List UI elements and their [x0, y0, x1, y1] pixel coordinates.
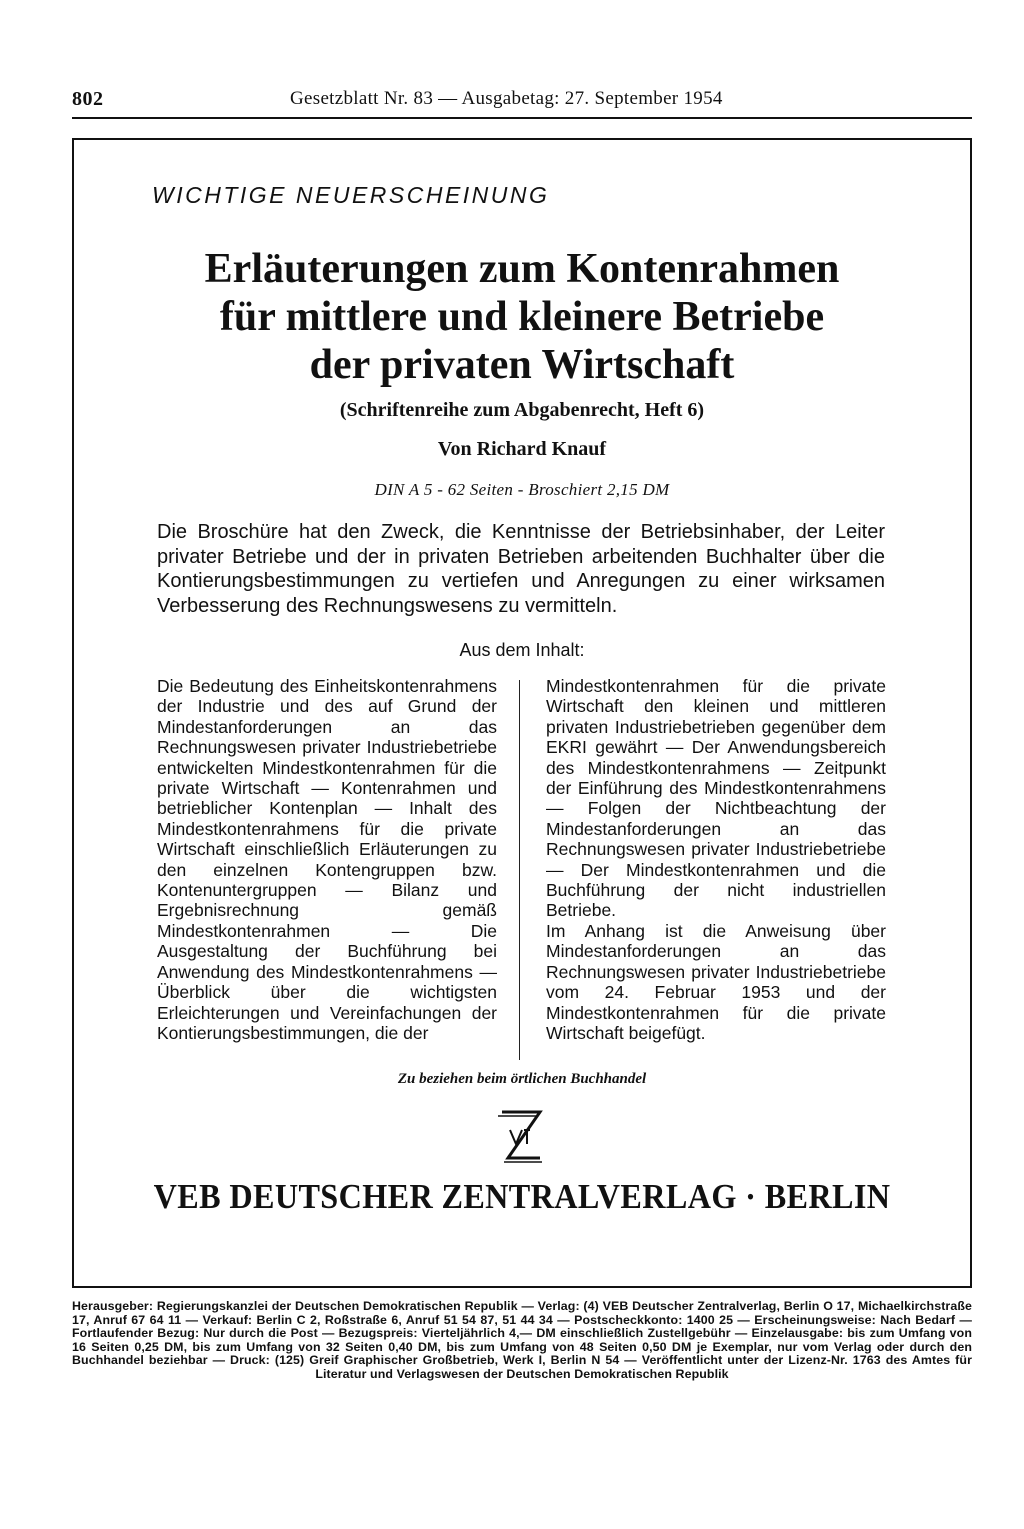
imprint: Herausgeber: Regierungskanzlei der Deutschen Demokratischen Republik — Verlag: (4) VEB Deutscher Zentralverlag, Berlin O 17, Michaelkirchstraße 17, Anruf 67 64 11 — Verkauf: Berlin C 2, Roßstraße 6, Anruf 51 54 87, 51 44 34 — Postscheckkonto: 1400 25 — Erscheinungsweise: Nach Bedarf — Fortlaufender Bezug: Nur durch die Post — Bezugspreis: Vierteljährlich 4,— DM einschließlich Zustellgebühr — Einzelausgabe: bis zum Umfang von 16 Seiten 0,25 DM, bis zum Umfang von 32 Seiten 0,40 DM, bis zum Umfang von 48 Seiten 0,50 DM je Exemplar, nur vom Verlag oder durch den Buchhandel beziehbar — Druck: (125) Greif Graphischer Großbetrieb, Werk I, Berlin N 54 — Veröffentlicht unter der Lizenz-Nr. 1763 des Amtes für Literatur und Verlagswesen der Deutschen Demokratischen Republik [72, 1299, 972, 1381]
announcement-kicker: WICHTIGE NEUERSCHEINUNG [152, 182, 550, 208]
book-author: Von Richard Knauf [437, 438, 607, 460]
column-divider [519, 680, 520, 1060]
gazette-header: Gesetzblatt Nr. 83 — Ausgabetag: 27. September 1954 [290, 88, 723, 109]
book-description: Die Broschüre hat den Zweck, die Kenntnisse der Betriebsinhaber, der Leiter privater Betriebe und der in privaten Betrieben arbeitenden Buchhalter über die Kontierungsbestimmungen zu vertiefen und Anregungen zu einer wirksamen Verbesserung des Rechnungswesens zu vermitteln. [157, 521, 885, 617]
book-series: (Schriftenreihe zum Abgabenrecht, Heft 6) [339, 399, 705, 421]
contents-left-column [157, 676, 497, 1043]
publisher-logo-icon [494, 1108, 546, 1164]
publisher-name: VEB DEUTSCHER ZENTRALVERLAG · BERLIN [153, 1177, 891, 1216]
book-title-line: Erläuterungen zum Kontenrahmen [204, 246, 840, 292]
book-title-line: der privaten Wirtschaft [309, 342, 735, 388]
page-number: 802 [72, 88, 104, 110]
book-specs: DIN A 5 - 62 Seiten - Broschiert 2,15 DM [374, 480, 670, 499]
book-title-line: für mittlere und kleinere Betriebe [219, 294, 825, 340]
contents-right-column [546, 676, 886, 1043]
contents-paragraph: Mindestkontenrahmen für die private Wirtschaft den kleinen und mittleren privaten Industriebetrieben gegenüber dem EKRI gewährt — Der Anwendungsbereich des Mindestkontenrahmens — Zeitpunkt der Einführung des Mindestkontenrahmens — Folgen der Nichtbeachtung der Mindestanforderungen an das Rechnungswesen privater Industriebetriebe — Der Mindestkontenrahmen und die Buchführung der nicht industriellen Betriebe. [546, 676, 886, 921]
order-note: Zu beziehen beim örtlichen Buchhandel [397, 1071, 647, 1087]
book-title [90, 245, 954, 389]
contents-heading: Aus dem Inhalt: [459, 640, 585, 660]
appendix-paragraph: Im Anhang ist die Anweisung über Mindestanforderungen an das Rechnungswesen privater Industriebetriebe vom 24. Februar 1953 und der Mindestkontenrahmen für die private Wirtschaft beigefügt. [546, 920, 886, 1043]
header-rule [72, 117, 972, 119]
contents-paragraph: Die Bedeutung des Einheitskontenrahmens der Industrie und des auf Grund der Mindestanforderungen an das Rechnungswesen privater Industriebetriebe entwickelten Mindestkontenrahmen für die private Wirtschaft — Kontenrahmen und betrieblicher Kontenplan — Inhalt des Mindestkontenrahmens für die private Wirtschaft einschließlich Erläuterungen zu den einzelnen Kontengruppen bzw. Kontenuntergruppen — Bilanz und Ergebnisrechnung gemäß Mindestkontenrahmen — Die Ausgestaltung der Buchführung bei Anwendung des Mindestkontenrahmens — Überblick über die wichtigsten Erleichterungen und Vereinfachungen der Kontierungsbestimmungen, die der [157, 676, 497, 1043]
